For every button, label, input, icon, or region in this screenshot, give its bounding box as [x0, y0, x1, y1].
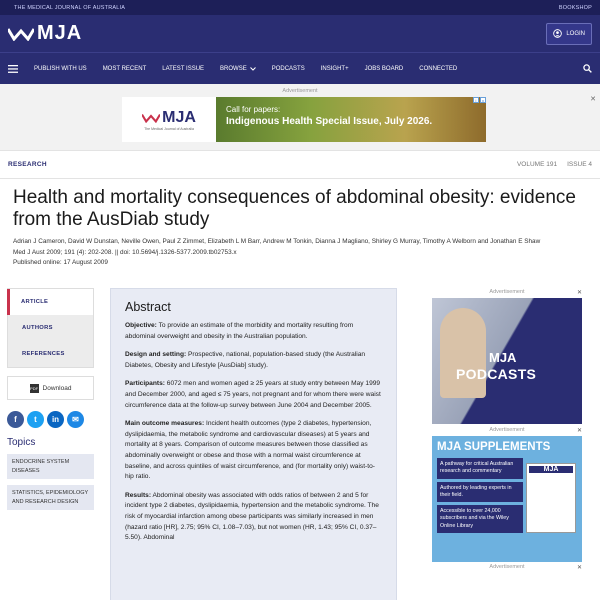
ad-logo — [122, 97, 216, 142]
ad-close-icon-2[interactable]: ✕ — [576, 428, 582, 434]
ad-label-1 — [432, 289, 582, 298]
main-nav — [0, 52, 600, 84]
user-icon — [553, 29, 562, 38]
email-icon[interactable]: ✉ — [67, 411, 84, 428]
supplements-text-3: Accessible to over 24,000 subscribers and via the Wiley Online Library — [437, 505, 523, 533]
pdf-icon: PDF — [30, 385, 39, 391]
nav-latest-issue[interactable]: LATEST ISSUE — [162, 65, 205, 72]
menu-icon[interactable] — [8, 65, 18, 73]
author-list[interactable]: Adrian J Cameron, David W Dunstan, Neville Owen, Paul Z Zimmet, Elizabeth L M Barr, Andrew M Tonkin, Dianna J Magliano, Shirley G Murray, Timothy A Welborn and Jonathan E Shaw — [13, 238, 541, 245]
section-bar — [0, 150, 600, 179]
ad-info-icon: i — [473, 97, 479, 103]
top-advertisement — [0, 84, 600, 150]
participants-label: Participants: — [125, 380, 165, 388]
twitter-icon[interactable]: t — [27, 411, 44, 428]
section-label[interactable]: RESEARCH — [8, 161, 47, 168]
linkedin-icon[interactable]: in — [47, 411, 64, 428]
ad-label-3-text: Advertisement — [489, 564, 525, 570]
topic-endocrine[interactable]: ENDOCRINE SYSTEM DISEASES — [7, 454, 94, 479]
nav-insight[interactable]: INSIGHT+ — [320, 65, 349, 72]
podcast-ad[interactable] — [432, 298, 582, 424]
issue-link[interactable]: ISSUE 4 — [567, 161, 592, 168]
download-button[interactable] — [7, 376, 94, 400]
supplements-title: MJA SUPPLEMENTS — [437, 441, 551, 453]
ad-label-3 — [432, 564, 582, 573]
share-buttons — [7, 411, 95, 428]
ad-label: Advertisement — [282, 88, 318, 94]
abstract-results — [125, 491, 382, 544]
outcome-label: Main outcome measures: — [125, 420, 205, 428]
left-sidebar — [7, 288, 95, 510]
chevron-logo-icon — [8, 27, 34, 41]
ad-line1: Call for papers: — [226, 105, 281, 114]
participants-text: 6072 men and women aged ≥ 25 years at study entry between May 1999 and December 2000, and aged ≤ 75 years, not pregnant and for whom there were waist circumference data at the follow-up survey between June 2004 and December 2005. — [125, 380, 381, 409]
nav-podcasts[interactable]: PODCASTS — [271, 65, 305, 72]
ad-label-2 — [432, 427, 582, 436]
abstract-participants — [125, 379, 382, 411]
outcome-text: Incident health outcomes (type 2 diabetes, hypertension, dyslipidaemia, the metabolic syndrome and cardiovascular diseases) at 5 years and mortality at 8 years. Comparison of outcome measures between those classified as abdominally overweight or obese and those with a normal waist circumference at baseline, and across quintiles of waist circumference, and (for mortality only) waist-to-hip ratio. — [125, 420, 375, 481]
design-text: Prospective, national, population-based study (the Australian Diabetes, Obesity and Lifestyle [AusDiab] study). — [125, 351, 366, 369]
journal-name-link[interactable]: THE MEDICAL JOURNAL OF AUSTRALIA — [14, 4, 126, 11]
topic-statistics[interactable]: STATISTICS, EPIDEMIOLOGY AND RESEARCH DESIGN — [7, 485, 94, 510]
abstract-design — [125, 350, 382, 371]
ad-close-icon[interactable]: ✕ — [590, 96, 596, 103]
article-header — [0, 179, 600, 268]
logo-text: MJA — [37, 22, 83, 44]
results-text: Abdominal obesity was associated with odds ratios of between 2 and 5 for incident type 2 diabetes, dyslipidaemia, hypertension and the metabolic syndrome. The risk of myocardial infarction among obese participants was similarly increased in men (hazard ratio [HR], 2.75; 95% CI, 1.08–7.03), but not women (HR, 1.43; 95% CI, 0.37–5.50). Abdominal — [125, 491, 379, 542]
ad-banner[interactable] — [122, 97, 486, 142]
search-icon[interactable] — [583, 64, 592, 73]
nav-publish-with-us[interactable]: PUBLISH WITH US — [34, 65, 87, 72]
login-label: LOGIN — [566, 30, 585, 37]
ad-label-2-text: Advertisement — [489, 427, 525, 433]
abstract-box — [110, 288, 397, 600]
results-label: Results: — [125, 491, 152, 499]
facebook-icon[interactable]: f — [7, 411, 24, 428]
supplements-text-2: Authored by leading experts in their field. — [437, 482, 523, 503]
download-label: Download — [42, 384, 72, 392]
login-button[interactable] — [546, 23, 592, 45]
podcast-title: PODCASTS — [456, 366, 537, 382]
mja-logo[interactable] — [8, 22, 82, 45]
toc-references[interactable]: REFERENCES — [22, 351, 65, 357]
top-strip — [0, 0, 600, 15]
nav-browse-label: BROWSE — [220, 65, 247, 72]
topics-heading: Topics — [7, 437, 36, 448]
right-column — [432, 289, 582, 573]
abstract-objective — [125, 321, 382, 342]
supplement-cover — [526, 463, 576, 533]
article-toc — [7, 288, 94, 368]
ad-close-icon-3[interactable]: ✕ — [576, 565, 582, 571]
ad-text-panel — [216, 97, 486, 142]
toc-authors[interactable]: AUTHORS — [22, 325, 53, 331]
nav-browse[interactable] — [220, 66, 256, 72]
ad-logo-sub: The Medical Journal of Australia — [144, 126, 194, 131]
ad-choices[interactable] — [473, 97, 486, 103]
toc-article[interactable]: ARTICLE — [7, 289, 93, 315]
chevron-down-icon — [250, 67, 256, 71]
nav-connected[interactable]: CONNECTED — [419, 65, 458, 72]
citation: Med J Aust 2009; 191 (4): 202-208. || doi: 10.5694/j.1326-5377.2009.tb02753.x — [13, 249, 237, 256]
abstract-heading: Abstract — [125, 300, 171, 314]
bookshop-link[interactable]: BOOKSHOP — [558, 4, 592, 11]
volume-link[interactable]: VOLUME 191 — [516, 161, 558, 168]
ad-label-1-text: Advertisement — [489, 289, 525, 295]
design-label: Design and setting: — [125, 351, 187, 359]
published-date: Published online: 17 August 2009 — [13, 259, 108, 266]
supplement-cover-logo: MJA — [529, 466, 573, 473]
ad-close-icon-1[interactable]: ✕ — [576, 290, 582, 296]
nav-jobs-board[interactable]: JOBS BOARD — [364, 65, 404, 72]
podcast-person-image — [440, 308, 486, 398]
volume-issue — [517, 161, 592, 168]
ad-logo-text: MJA — [162, 108, 196, 126]
abstract-outcome — [125, 419, 382, 483]
podcast-logo: MJA — [489, 350, 517, 365]
nav-most-recent[interactable]: MOST RECENT — [102, 65, 147, 72]
article-title: Health and mortality consequences of abdominal obesity: evidence from the AusDiab study — [13, 187, 576, 230]
ad-x-icon: x — [482, 97, 484, 103]
mja-chevron-icon — [142, 113, 160, 123]
objective-label: Objective: — [125, 322, 157, 329]
objective-text: To provide an estimate of the morbidity and mortality resulting from abdominal overweight and obesity in the Australian population. — [125, 322, 354, 340]
ad-line2: Indigenous Health Special Issue, July 2026. — [226, 116, 433, 127]
supplements-text-1: A pathway for critical Australian research and commentary — [437, 458, 523, 479]
supplements-ad[interactable] — [432, 436, 582, 562]
brand-bar — [0, 15, 600, 52]
